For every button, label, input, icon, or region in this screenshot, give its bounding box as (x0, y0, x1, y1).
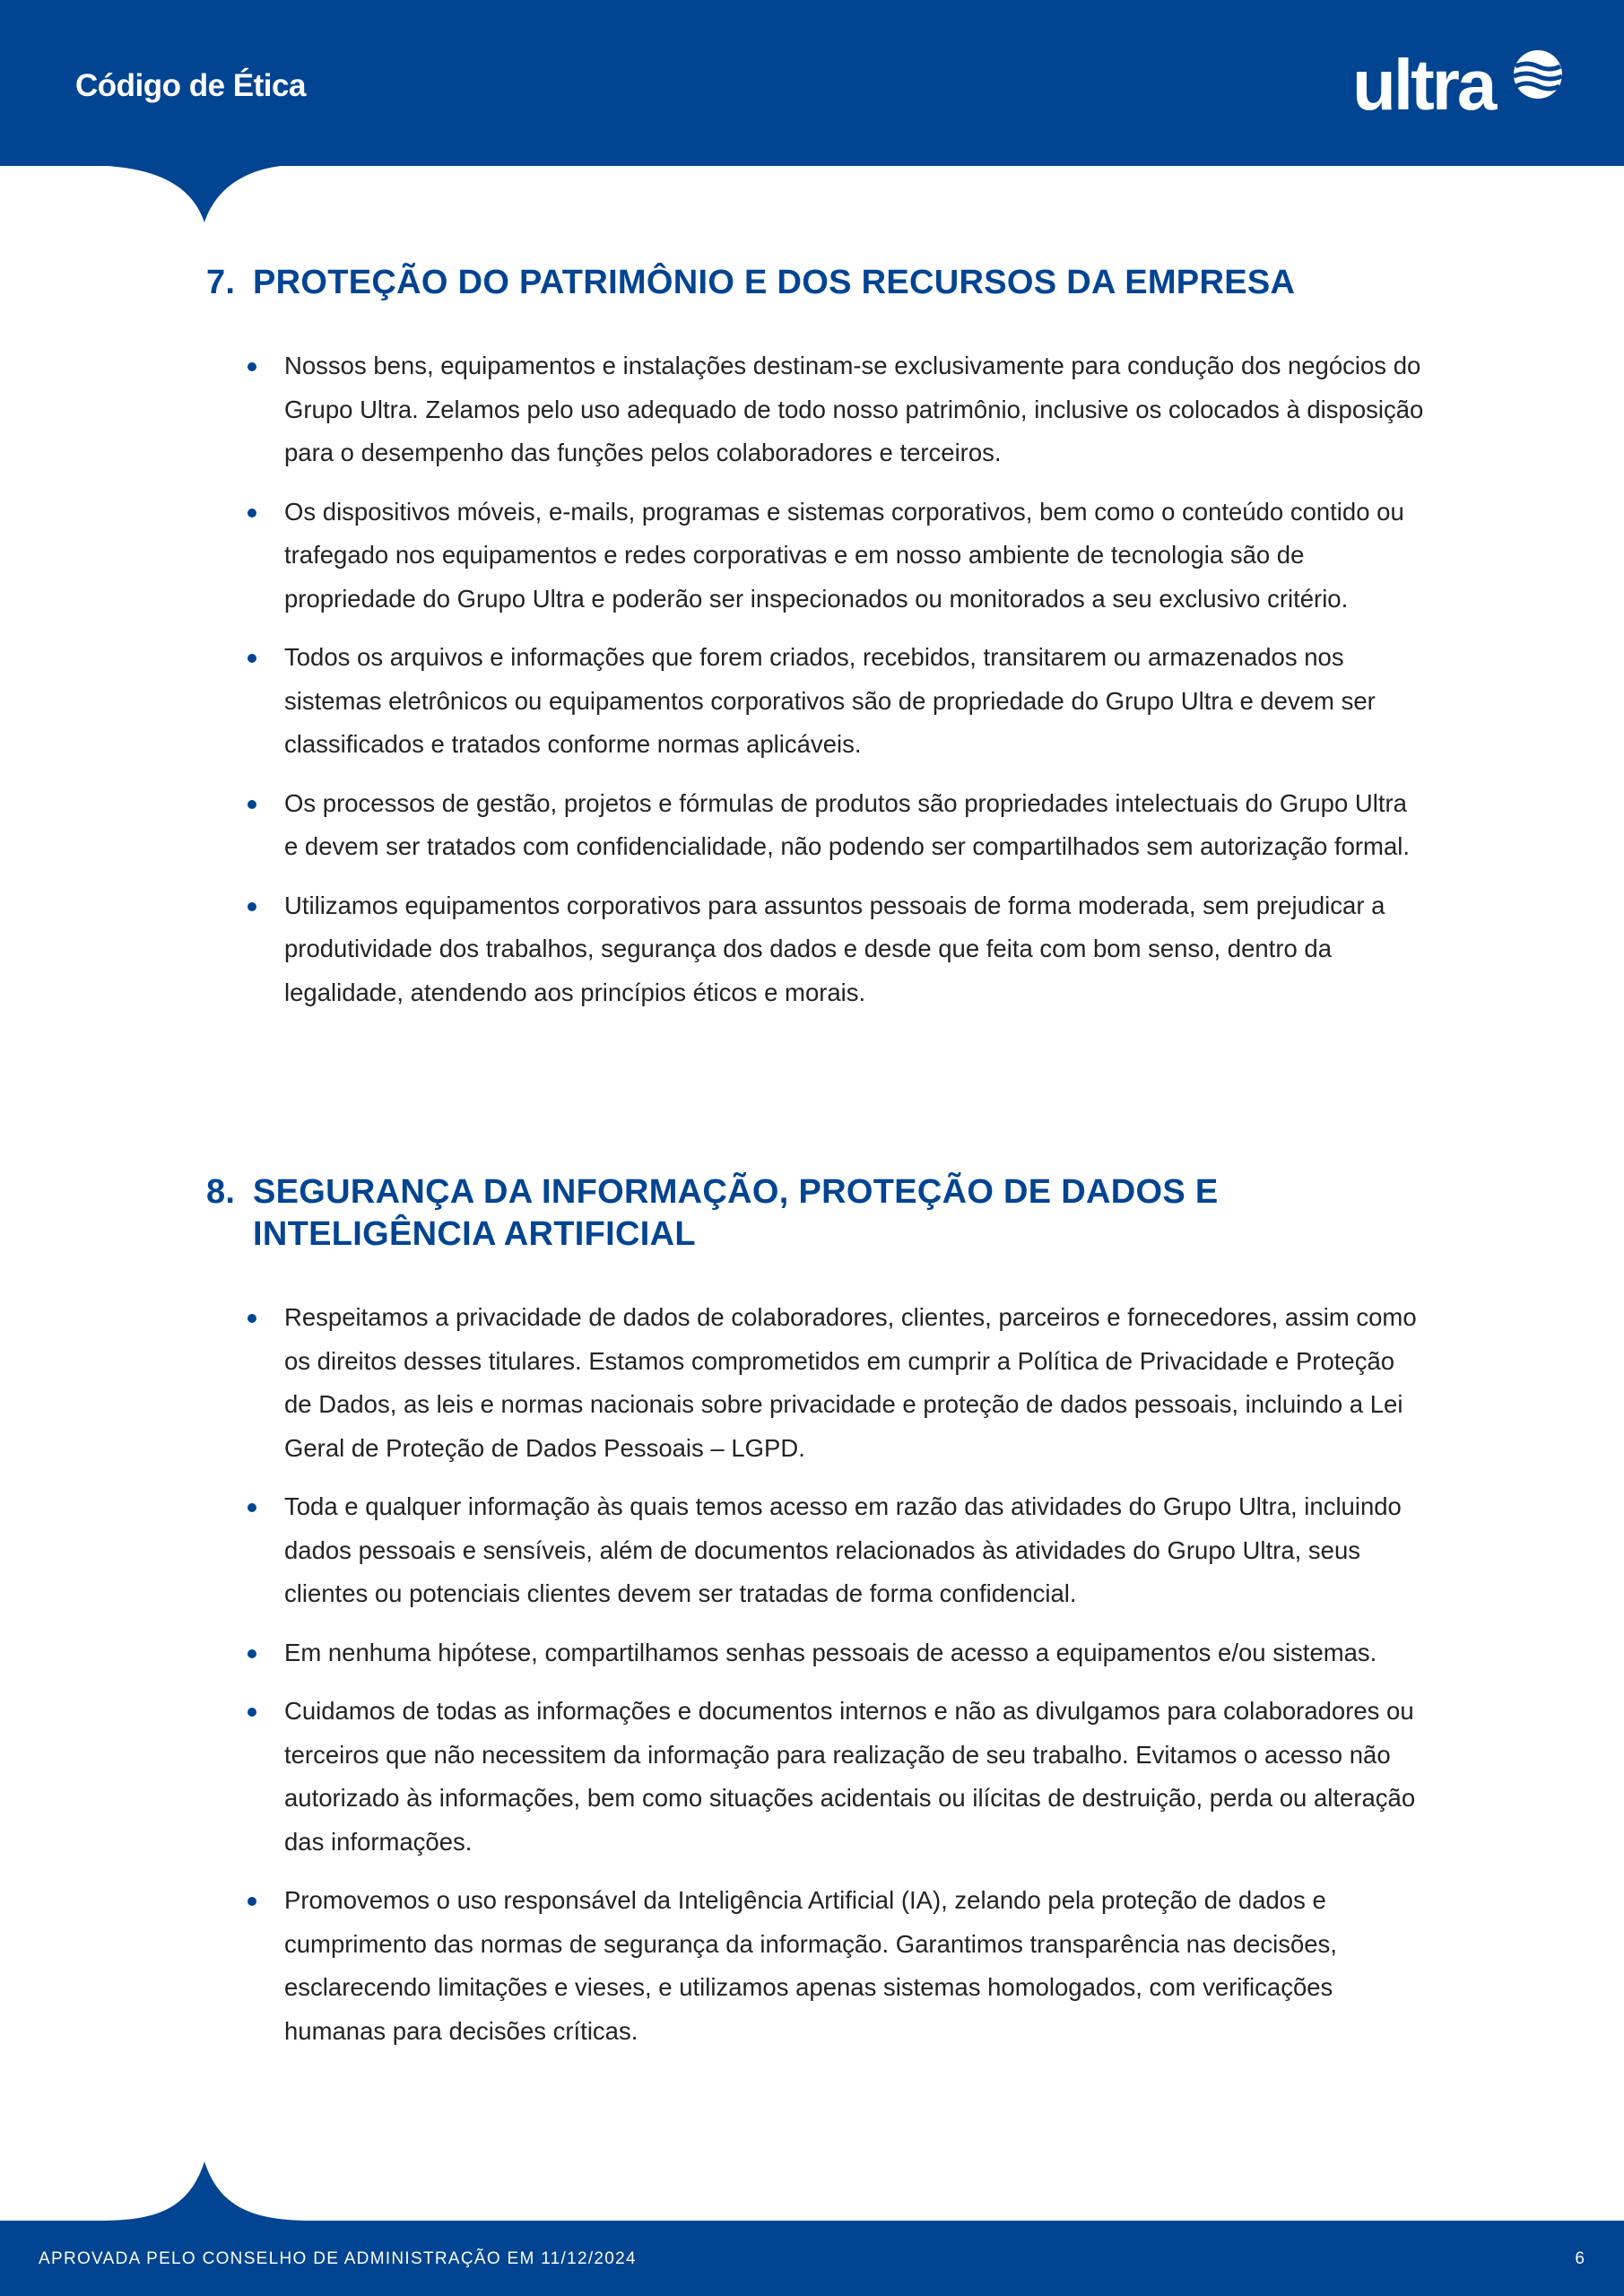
bullet-icon (248, 509, 256, 517)
logo-wordmark: ultra (1352, 45, 1495, 125)
list-item (206, 782, 1426, 869)
ultra-logo (1352, 45, 1568, 126)
section-number: 7. (206, 264, 236, 301)
bullet-icon (248, 654, 256, 663)
list-item (206, 1879, 1426, 2053)
document-title: Código de Ética (75, 68, 306, 103)
bullet-text: Todos os arquivos e informações que forem criados, recebidos, transitarem ou armazenados nos sistemas eletrônicos ou equipamentos corporativos são de propriedade do Grupo Ultra e devem ser classificados e tratados conforme normas aplicáveis. (284, 643, 1376, 758)
list-item (206, 491, 1426, 622)
list-item (206, 884, 1426, 1015)
page-footer (0, 2221, 1624, 2296)
bullet-list (206, 1296, 1426, 2053)
bullet-icon (248, 1897, 256, 1906)
bullet-text: Os processos de gestão, projetos e fórmulas de produtos são propriedades intelectuais do Grupo Ultra e devem ser tratados com confidencialidade, não podendo ser compartilhados sem autorização formal. (284, 788, 1410, 860)
list-item (206, 1485, 1426, 1616)
bullet-icon (248, 902, 256, 911)
bullet-icon (248, 800, 256, 809)
bullet-text: Nossos bens, equipamentos e instalações destinam-se exclusivamente para condução dos negócios do Grupo Ultra. Zelamos pelo uso adequado de todo nosso patrimônio, inclusive os colocados à disposição para o desempenho das funções pelos colaboradores e terceiros. (284, 352, 1424, 466)
list-item (206, 1296, 1426, 1470)
bullet-text: Utilizamos equipamentos corporativos para assuntos pessoais de forma moderada, sem prejudicar a produtividade dos trabalhos, segurança dos dados e desde que feita com bom senso, dentro da legalidade, atendendo aos princípios éticos e morais. (284, 891, 1385, 1006)
bullet-text: Respeitamos a privacidade de dados de colaboradores, clientes, parceiros e fornecedores, assim como os direitos desses titulares. Estamos comprometidos em cumprir a Política de Privacidade e Proteção de Dados, as leis e normas nacionais sobre privacidade e proteção de dados pessoais, incluindo a Lei Geral de Proteção de Dados Pessoais – LGPD. (284, 1303, 1417, 1462)
approval-note: APROVADA PELO CONSELHO DE ADMINISTRAÇÃO EM 11/12/2024 (39, 2249, 637, 2268)
bullet-icon (248, 1649, 256, 1658)
logo-wave-icon (1512, 48, 1564, 100)
section-8 (206, 1171, 1426, 2068)
bullet-text: Promovemos o uso responsável da Inteligência Artificial (IA), zelando pela proteção de dados e cumprimento das normas de segurança da informação. Garantimos transparência nas decisões, esclarecendo limitações e vieses, e utilizamos apenas sistemas homologados, com verificações humanas para decisões críticas. (284, 1886, 1337, 2045)
list-item (206, 636, 1426, 767)
bullet-icon (248, 1708, 256, 1717)
bullet-text: Em nenhuma hipótese, compartilhamos senhas pessoais de acesso a equipamentos e/ou sistemas. (284, 1638, 1377, 1666)
bullet-icon (248, 362, 256, 371)
list-item (206, 1690, 1426, 1864)
page-header (0, 0, 1624, 166)
page-number: 6 (1575, 2249, 1585, 2268)
section-number: 8. (206, 1173, 236, 1211)
bullet-text: Os dispositivos móveis, e-mails, programas e sistemas corporativos, bem como o conteúdo contido ou trafegado nos equipamentos e redes corporativas e em nosso ambiente de tecnologia são de propriedade do Grupo Ultra e poderão ser inspecionados ou monitorados a seu exclusivo critério. (284, 497, 1404, 613)
footer-notch-decoration (0, 2158, 1624, 2221)
bullet-text: Cuidamos de todas as informações e documentos internos e não as divulgamos para colaboradores ou terceiros que não necessitem da informação para realização de seu trabalho. Evitamos o acesso não autorizado às informações, bem como situações acidentais ou ilícitas de destruição, perda ou alteração das informações. (284, 1697, 1416, 1856)
bullet-icon (248, 1503, 256, 1512)
section-7 (206, 262, 1426, 1030)
section-title: SEGURANÇA DA INFORMAÇÃO, PROTEÇÃO DE DADOS E INTELIGÊNCIA ARTIFICIAL (253, 1173, 1219, 1253)
section-heading (206, 262, 1426, 304)
header-notch-decoration (0, 165, 1624, 228)
list-item (206, 1631, 1426, 1675)
bullet-icon (248, 1314, 256, 1323)
section-title: PROTEÇÃO DO PATRIMÔNIO E DOS RECURSOS DA EMPRESA (253, 264, 1296, 301)
list-item (206, 344, 1426, 475)
section-heading (206, 1171, 1426, 1256)
bullet-list (206, 344, 1426, 1014)
bullet-text: Toda e qualquer informação às quais temos acesso em razão das atividades do Grupo Ultra, incluindo dados pessoais e sensíveis, além de documentos relacionados às atividades do Grupo Ultra, seus clientes ou potenciais clientes devem ser tratadas de forma confidencial. (284, 1492, 1402, 1607)
